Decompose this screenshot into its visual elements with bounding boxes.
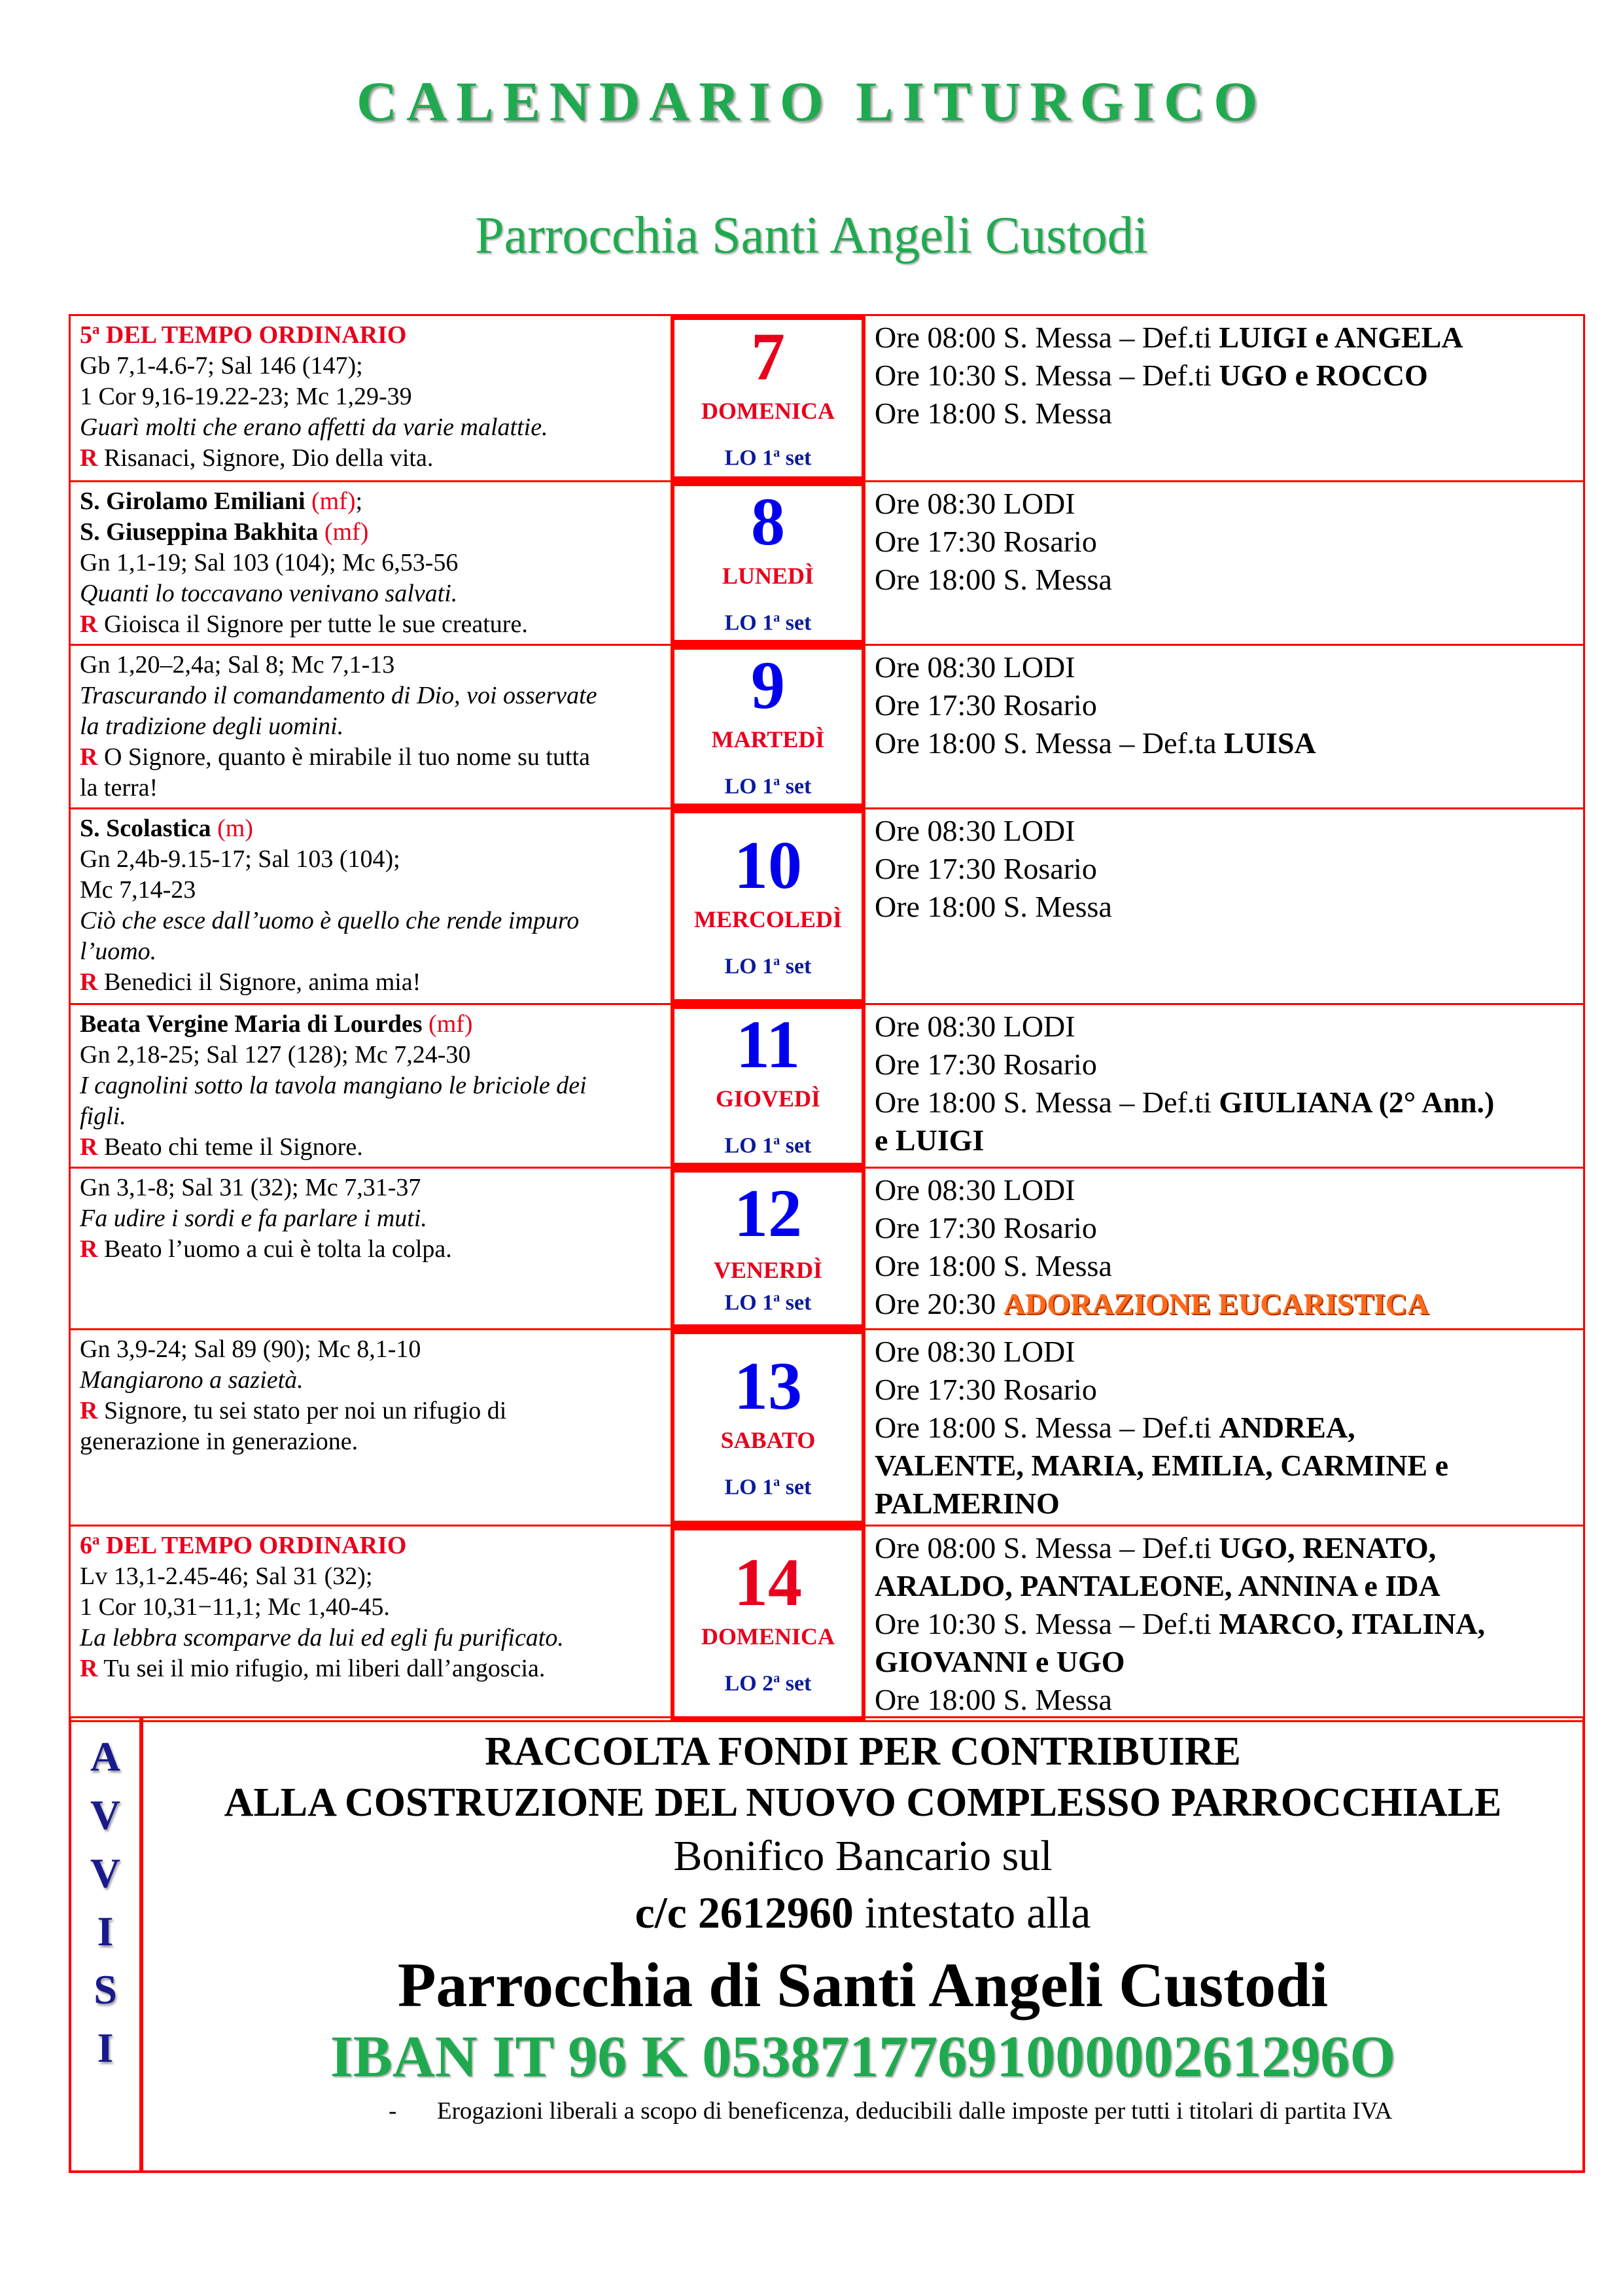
readings-line bbox=[80, 1132, 664, 1163]
weekday-name: DOMENICA bbox=[701, 1623, 835, 1650]
text-segment: 6 bbox=[80, 1532, 92, 1559]
text-segment: Ore 18:00 S. Messa bbox=[875, 1249, 1112, 1282]
page-title: CALENDARIO LITURGICO bbox=[357, 70, 1266, 133]
schedule-line bbox=[875, 1529, 1577, 1567]
footnote-text: Erogazioni liberali a scopo di beneficenza, deducibili dalle imposte per tutti i titolari di partita IVA bbox=[437, 2098, 1393, 2125]
text-segment: l’uomo. bbox=[80, 938, 157, 965]
lo-sup: a bbox=[773, 953, 780, 968]
text-segment: Signore, tu sei stato per noi un rifugio di bbox=[97, 1397, 507, 1424]
readings-line bbox=[80, 936, 664, 967]
avvisi-letter: A bbox=[90, 1733, 121, 1780]
readings-line bbox=[80, 650, 664, 680]
text-segment: Mc 7,14-23 bbox=[80, 876, 196, 904]
readings-line bbox=[80, 813, 664, 844]
readings-line bbox=[80, 906, 664, 936]
text-segment: Ore 17:30 Rosario bbox=[875, 1211, 1097, 1245]
schedule-line bbox=[875, 357, 1577, 395]
text-segment: Ore 08:00 S. Messa – Def.ti bbox=[875, 1531, 1219, 1564]
avvisi-letter: I bbox=[97, 2024, 114, 2071]
readings-cell bbox=[71, 1330, 671, 1525]
day-number: 10 bbox=[734, 827, 802, 903]
iban: IBAN IT 96 K 0538717769100000261296O bbox=[330, 2024, 1396, 2089]
readings-line bbox=[80, 1070, 664, 1101]
text-segment: Ore 10:30 S. Messa – Def.ti bbox=[875, 359, 1219, 392]
lo-prefix: LO 1 bbox=[724, 954, 774, 979]
lo-prefix: LO 1 bbox=[724, 1290, 774, 1315]
liturgy-of-hours-week bbox=[725, 1284, 812, 1316]
text-segment: Ore 18:00 S. Messa – Def.ti bbox=[875, 1086, 1219, 1119]
text-segment: Ore 08:30 LODI bbox=[875, 487, 1075, 520]
readings-line bbox=[80, 1334, 664, 1365]
readings-cell bbox=[71, 1005, 671, 1167]
readings-line bbox=[80, 711, 664, 742]
schedule-line bbox=[875, 319, 1577, 357]
schedule-line bbox=[875, 1485, 1577, 1523]
text-segment: GIULIANA (2° Ann.) bbox=[1219, 1086, 1495, 1119]
lo-sup: a bbox=[773, 446, 780, 461]
text-segment: Ore 17:30 Rosario bbox=[875, 1373, 1097, 1406]
parish-subtitle: Parrocchia Santi Angeli Custodi bbox=[475, 207, 1148, 264]
schedule-line bbox=[875, 1285, 1577, 1323]
lo-suffix: set bbox=[780, 1475, 812, 1500]
text-segment: VALENTE, MARIA, EMILIA, CARMINE e bbox=[875, 1449, 1449, 1482]
weekday-name: GIOVEDÌ bbox=[715, 1086, 821, 1112]
text-segment: GIOVANNI e UGO bbox=[875, 1645, 1125, 1678]
schedule-line bbox=[875, 1643, 1577, 1681]
text-segment: R bbox=[80, 444, 98, 472]
schedule-line bbox=[875, 561, 1577, 599]
readings-cell bbox=[71, 1169, 671, 1328]
schedule-cell bbox=[865, 1527, 1583, 1720]
readings-line bbox=[80, 1561, 664, 1592]
text-segment: Ore 17:30 Rosario bbox=[875, 688, 1097, 722]
date-cell bbox=[671, 1527, 865, 1720]
readings-line bbox=[80, 1530, 664, 1561]
schedule-cell bbox=[865, 316, 1583, 480]
day-row bbox=[71, 1328, 1583, 1525]
day-number: 12 bbox=[734, 1175, 802, 1251]
avvisi-box bbox=[69, 1716, 1585, 2173]
text-segment: Benedici il Signore, anima mia! bbox=[97, 968, 421, 996]
footnote bbox=[143, 2095, 1582, 2128]
lo-suffix: set bbox=[780, 954, 812, 979]
readings-line bbox=[80, 1592, 664, 1623]
readings-line bbox=[80, 1426, 664, 1457]
readings-line bbox=[80, 1203, 664, 1234]
schedule-cell bbox=[865, 1169, 1583, 1328]
lo-suffix: set bbox=[780, 1671, 812, 1696]
liturgy-of-hours-week bbox=[725, 1469, 812, 1500]
fundraising-heading: RACCOLTA FONDI PER CONTRIBUIRE bbox=[485, 1729, 1241, 1774]
text-segment: Gn 2,18-25; Sal 127 (128); Mc 7,24-30 bbox=[80, 1041, 471, 1069]
text-segment: Ore 18:00 S. Messa bbox=[875, 397, 1112, 430]
text-segment: Gn 3,9-24; Sal 89 (90); Mc 8,1-10 bbox=[80, 1335, 421, 1363]
schedule-cell bbox=[865, 482, 1583, 644]
text-segment: Ore 08:30 LODI bbox=[875, 814, 1075, 847]
text-segment: UGO, RENATO, bbox=[1219, 1531, 1437, 1564]
text-segment: Risanaci, Signore, Dio della vita. bbox=[97, 444, 434, 472]
schedule-line bbox=[875, 1209, 1577, 1247]
liturgy-of-hours-week bbox=[725, 1665, 812, 1697]
schedule-line bbox=[875, 888, 1577, 926]
day-row bbox=[71, 316, 1583, 480]
liturgy-of-hours-week bbox=[725, 440, 812, 471]
text-segment: 5 bbox=[80, 321, 92, 349]
text-segment: e LUIGI bbox=[875, 1123, 985, 1157]
readings-line bbox=[80, 680, 664, 711]
text-segment: S. Girolamo Emiliani bbox=[80, 487, 312, 515]
text-segment: Trascurando il comandamento di Dio, voi osservate bbox=[80, 682, 597, 709]
date-cell bbox=[671, 646, 865, 807]
text-segment: S. Giuseppina Bakhita bbox=[80, 518, 324, 546]
text-segment: 1 Cor 10,31−11,1; Mc 1,40-45. bbox=[80, 1593, 390, 1621]
readings-line bbox=[80, 320, 664, 351]
text-segment: Ore 17:30 Rosario bbox=[875, 525, 1097, 558]
schedule-line bbox=[875, 1333, 1577, 1371]
schedule-line bbox=[875, 523, 1577, 561]
text-segment: LUIGI e ANGELA bbox=[1219, 321, 1463, 354]
schedule-line bbox=[875, 1008, 1577, 1046]
liturgy-of-hours-week bbox=[725, 768, 812, 800]
schedule-line bbox=[875, 1122, 1577, 1159]
text-segment: DEL TEMPO ORDINARIO bbox=[99, 1532, 407, 1559]
readings-cell bbox=[71, 809, 671, 1003]
date-cell bbox=[671, 1169, 865, 1328]
date-cell bbox=[671, 1330, 865, 1525]
readings-line bbox=[80, 1396, 664, 1426]
text-segment: R bbox=[80, 1655, 98, 1682]
text-segment: Ore 18:00 S. Messa bbox=[875, 563, 1112, 596]
readings-cell bbox=[71, 482, 671, 644]
weekday-name: LUNEDÌ bbox=[722, 563, 814, 590]
readings-line bbox=[80, 773, 664, 804]
lo-suffix: set bbox=[780, 1290, 812, 1315]
text-segment: Ore 08:30 LODI bbox=[875, 1173, 1075, 1207]
text-segment: I cagnolini sotto la tavola mangiano le briciole dei bbox=[80, 1072, 587, 1099]
weekday-name: DOMENICA bbox=[701, 398, 835, 425]
readings-line bbox=[80, 351, 664, 381]
readings-cell bbox=[71, 646, 671, 807]
avvisi-letter: I bbox=[97, 1908, 114, 1954]
readings-line bbox=[80, 517, 664, 548]
schedule-cell bbox=[865, 646, 1583, 807]
text-segment: Beato l’uomo a cui è tolta la colpa. bbox=[97, 1235, 452, 1263]
lo-sup: a bbox=[773, 1133, 780, 1148]
text-segment: R bbox=[80, 610, 98, 638]
text-segment: a bbox=[92, 1531, 100, 1548]
avvisi-letter: V bbox=[90, 1850, 121, 1896]
day-row bbox=[71, 480, 1583, 644]
text-segment: a bbox=[92, 321, 100, 338]
text-segment: Gioisca il Signore per tutte le sue creature. bbox=[97, 610, 528, 638]
day-number: 11 bbox=[735, 1007, 801, 1083]
lo-sup: a bbox=[773, 1670, 780, 1686]
lo-suffix: set bbox=[780, 610, 812, 635]
lo-suffix: set bbox=[780, 1133, 812, 1158]
day-row bbox=[71, 807, 1583, 1003]
text-segment: Tu sei il mio rifugio, mi liberi dall’angoscia. bbox=[97, 1655, 546, 1682]
readings-line bbox=[80, 609, 664, 640]
weekday-name: MARTEDÌ bbox=[711, 726, 825, 753]
text-segment: ADORAZIONE EUCARISTICA bbox=[1003, 1287, 1429, 1320]
avvisi-letter: V bbox=[90, 1792, 121, 1838]
text-segment: MARCO, ITALINA, bbox=[1219, 1607, 1486, 1640]
weekday-name: VENERDÌ bbox=[713, 1256, 823, 1283]
avvisi-vertical-label bbox=[71, 1718, 143, 2170]
day-number: 8 bbox=[751, 484, 785, 560]
text-segment: R bbox=[80, 743, 98, 771]
text-segment: Guarì molti che erano affetti da varie malattie. bbox=[80, 414, 548, 441]
text-segment: ARALDO, PANTALEONE, ANNINA e IDA bbox=[875, 1569, 1440, 1602]
text-segment: Beata Vergine Maria di Lourdes bbox=[80, 1010, 429, 1038]
text-segment: UGO e ROCCO bbox=[1219, 359, 1428, 392]
schedule-line bbox=[875, 1171, 1577, 1209]
text-segment: Gn 3,1-8; Sal 31 (32); Mc 7,31-37 bbox=[80, 1174, 421, 1201]
text-segment: Gn 1,1-19; Sal 103 (104); Mc 6,53-56 bbox=[80, 549, 459, 576]
readings-line bbox=[80, 844, 664, 875]
date-cell bbox=[671, 482, 865, 644]
readings-line bbox=[80, 381, 664, 412]
readings-line bbox=[80, 1653, 664, 1684]
readings-line bbox=[80, 1040, 664, 1070]
readings-line bbox=[80, 1234, 664, 1265]
lo-suffix: set bbox=[780, 446, 812, 470]
readings-line bbox=[80, 578, 664, 609]
liturgy-of-hours-week bbox=[725, 948, 812, 980]
day-row bbox=[71, 644, 1583, 807]
lo-prefix: LO 1 bbox=[724, 1475, 774, 1500]
schedule-line bbox=[875, 395, 1577, 433]
readings-line bbox=[80, 1009, 664, 1040]
avvisi-body bbox=[143, 1718, 1582, 2128]
weekday-name: MERCOLEDÌ bbox=[693, 906, 843, 932]
text-segment: (mf) bbox=[428, 1010, 473, 1038]
text-segment: Mangiarono a sazietà. bbox=[80, 1366, 304, 1394]
text-segment: Ore 18:00 S. Messa – Def.ta bbox=[875, 726, 1225, 760]
day-number: 9 bbox=[751, 648, 785, 724]
day-number: 14 bbox=[734, 1544, 802, 1620]
text-segment: S. Scolastica bbox=[80, 815, 218, 842]
account-number: c/c 2612960 bbox=[635, 1888, 854, 1937]
schedule-line bbox=[875, 1247, 1577, 1285]
lo-sup: a bbox=[773, 1475, 780, 1490]
schedule-line bbox=[875, 850, 1577, 888]
schedule-line bbox=[875, 1409, 1577, 1447]
text-segment: Ore 08:30 LODI bbox=[875, 1010, 1075, 1043]
day-number: 13 bbox=[734, 1349, 802, 1424]
schedule-cell bbox=[865, 809, 1583, 1003]
text-segment: DEL TEMPO ORDINARIO bbox=[99, 321, 407, 349]
weekday-name: SABATO bbox=[720, 1427, 816, 1454]
schedule-line bbox=[875, 686, 1577, 724]
text-segment: Ore 17:30 Rosario bbox=[875, 1048, 1097, 1081]
date-cell bbox=[671, 316, 865, 480]
schedule-line bbox=[875, 724, 1577, 762]
text-segment: R bbox=[80, 1397, 98, 1424]
lo-prefix: LO 2 bbox=[724, 1671, 774, 1696]
schedule-line bbox=[875, 1681, 1577, 1719]
lo-prefix: LO 1 bbox=[724, 446, 774, 470]
schedule-line bbox=[875, 1371, 1577, 1409]
text-segment: la tradizione degli uomini. bbox=[80, 713, 344, 740]
liturgical-calendar-table bbox=[69, 314, 1585, 1722]
account-holder: Parrocchia di Santi Angeli Custodi bbox=[397, 1950, 1329, 2020]
schedule-line bbox=[875, 1046, 1577, 1084]
text-segment: Ore 17:30 Rosario bbox=[875, 852, 1097, 885]
text-segment: Lv 13,1-2.45-46; Sal 31 (32); bbox=[80, 1563, 373, 1590]
schedule-line bbox=[875, 1605, 1577, 1643]
lo-prefix: LO 1 bbox=[724, 610, 774, 635]
day-row bbox=[71, 1167, 1583, 1328]
text-segment: (mf) bbox=[311, 487, 356, 515]
readings-line bbox=[80, 1623, 664, 1653]
lo-suffix: set bbox=[780, 774, 812, 799]
text-segment: Ore 08:30 LODI bbox=[875, 1335, 1075, 1368]
text-segment: Gn 1,20–2,4a; Sal 8; Mc 7,1-13 bbox=[80, 651, 395, 679]
text-segment: R bbox=[80, 1133, 98, 1161]
account-line bbox=[143, 1884, 1582, 1941]
schedule-line bbox=[875, 1084, 1577, 1122]
schedule-line bbox=[875, 812, 1577, 850]
text-segment: Quanti lo toccavano venivano salvati. bbox=[80, 580, 458, 607]
lo-sup: a bbox=[773, 610, 780, 626]
day-number: 7 bbox=[751, 319, 785, 395]
readings-line bbox=[80, 967, 664, 998]
readings-line bbox=[80, 1173, 664, 1203]
text-segment: Gn 2,4b-9.15-17; Sal 103 (104); bbox=[80, 845, 400, 873]
schedule-line bbox=[875, 648, 1577, 686]
liturgy-of-hours-week bbox=[725, 1127, 812, 1159]
schedule-line bbox=[875, 1447, 1577, 1485]
readings-line bbox=[80, 742, 664, 773]
text-segment: la terra! bbox=[80, 774, 158, 802]
readings-line bbox=[80, 1101, 664, 1132]
avvisi-letter: S bbox=[94, 1966, 117, 2013]
lo-prefix: LO 1 bbox=[724, 1133, 774, 1158]
readings-line bbox=[80, 443, 664, 474]
schedule-line bbox=[875, 485, 1577, 523]
text-segment: R bbox=[80, 1235, 98, 1263]
text-segment: ; bbox=[355, 487, 363, 515]
text-segment: Ore 08:00 S. Messa – Def.ti bbox=[875, 321, 1219, 354]
account-holder-label: intestato alla bbox=[853, 1888, 1091, 1937]
text-segment: 1 Cor 9,16-19.22-23; Mc 1,29-39 bbox=[80, 383, 412, 410]
day-row bbox=[71, 1525, 1583, 1720]
date-cell bbox=[671, 809, 865, 1003]
text-segment: Ore 08:30 LODI bbox=[875, 650, 1075, 684]
text-segment: Ore 18:00 S. Messa bbox=[875, 1683, 1112, 1716]
text-segment: R bbox=[80, 968, 98, 996]
text-segment: Ore 18:00 S. Messa bbox=[875, 890, 1112, 923]
readings-line bbox=[80, 1365, 664, 1396]
text-segment: figli. bbox=[80, 1103, 126, 1130]
text-segment: generazione in generazione. bbox=[80, 1428, 358, 1455]
text-segment: Fa udire i sordi e fa parlare i muti. bbox=[80, 1205, 427, 1232]
text-segment: Gb 7,1-4.6-7; Sal 146 (147); bbox=[80, 352, 363, 380]
text-segment: Ore 20:30 bbox=[875, 1287, 1003, 1320]
lo-sup: a bbox=[773, 774, 780, 789]
schedule-cell bbox=[865, 1330, 1583, 1525]
text-segment: Ore 18:00 S. Messa – Def.ti bbox=[875, 1411, 1219, 1444]
footnote-bullet: - bbox=[389, 2098, 397, 2125]
text-segment: Ciò che esce dall’uomo è quello che rende impuro bbox=[80, 907, 580, 934]
text-segment: PALMERINO bbox=[875, 1487, 1060, 1520]
lo-prefix: LO 1 bbox=[724, 774, 774, 799]
day-row bbox=[71, 1003, 1583, 1167]
text-segment: (mf) bbox=[324, 518, 369, 546]
readings-cell bbox=[71, 316, 671, 480]
text-segment: Ore 10:30 S. Messa – Def.ti bbox=[875, 1607, 1219, 1640]
date-cell bbox=[671, 1005, 865, 1167]
bank-transfer-label: Bonifico Bancario sul bbox=[673, 1832, 1053, 1880]
text-segment: Beato chi teme il Signore. bbox=[97, 1133, 363, 1161]
text-segment: La lebbra scomparve da lui ed egli fu purificato. bbox=[80, 1624, 564, 1651]
text-segment: LUISA bbox=[1224, 726, 1316, 760]
readings-line bbox=[80, 548, 664, 578]
fundraising-subheading: ALLA COSTRUZIONE DEL NUOVO COMPLESSO PARROCCHIALE bbox=[224, 1780, 1502, 1825]
schedule-line bbox=[875, 1567, 1577, 1605]
schedule-cell bbox=[865, 1005, 1583, 1167]
text-segment: O Signore, quanto è mirabile il tuo nome su tutta bbox=[97, 743, 590, 771]
readings-line bbox=[80, 486, 664, 517]
readings-line bbox=[80, 412, 664, 443]
text-segment: ANDREA, bbox=[1219, 1411, 1355, 1444]
text-segment: (m) bbox=[217, 815, 253, 842]
readings-line bbox=[80, 875, 664, 906]
lo-sup: a bbox=[773, 1290, 780, 1305]
readings-cell bbox=[71, 1527, 671, 1720]
liturgy-of-hours-week bbox=[725, 605, 812, 636]
